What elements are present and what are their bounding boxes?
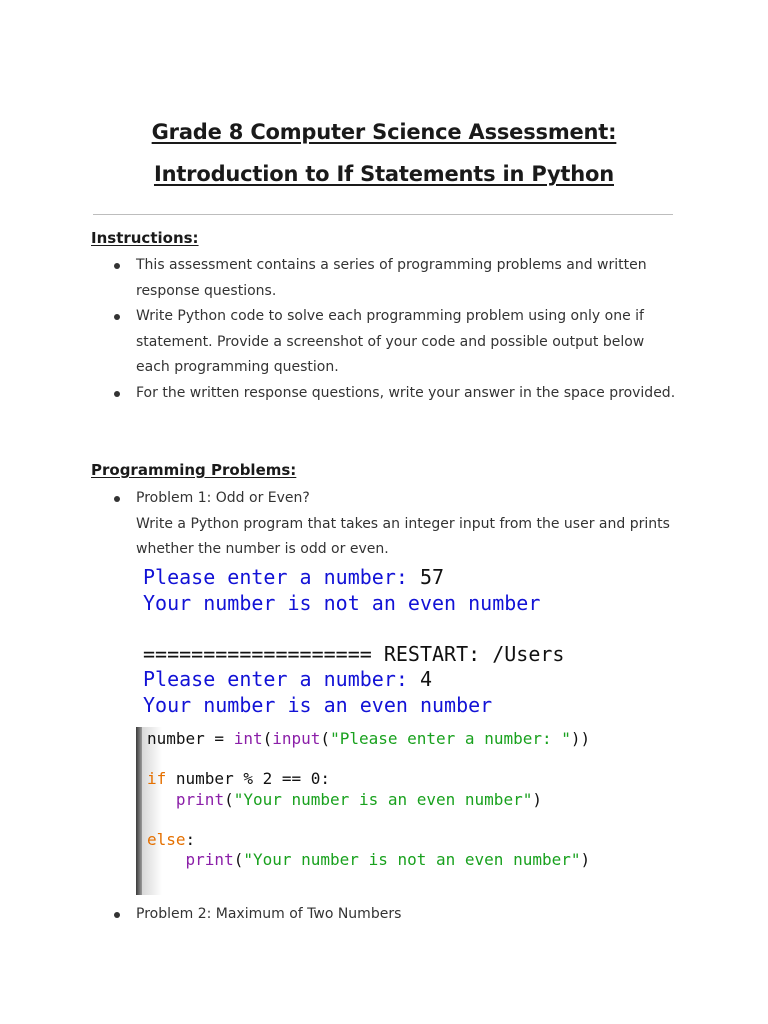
bullet-icon bbox=[114, 391, 120, 397]
horizontal-divider bbox=[93, 214, 673, 215]
code-token: ) bbox=[532, 789, 542, 809]
list-item bbox=[0, 253, 676, 304]
console-result: Your number is an even number bbox=[143, 692, 493, 717]
bullet-icon bbox=[114, 263, 120, 269]
code-token: print bbox=[185, 850, 234, 870]
problem2-list bbox=[0, 902, 768, 928]
page-title-line2: Introduction to If Statements in Python bbox=[153, 162, 614, 186]
bullet-icon bbox=[114, 496, 120, 502]
list-item bbox=[0, 381, 676, 407]
problem1-description: Write a Python program that takes an integer input from the user and prints whether the number is odd or even. bbox=[136, 515, 670, 557]
code-token: ( bbox=[224, 789, 234, 809]
code-token: )) bbox=[570, 729, 591, 748]
bullet-icon bbox=[114, 314, 120, 320]
instruction-text: This assessment contains a series of programming problems and written response questions. bbox=[136, 257, 647, 299]
list-item bbox=[0, 304, 676, 381]
console-input: 4 bbox=[419, 667, 432, 692]
instructions-list bbox=[0, 253, 768, 406]
code-token: if bbox=[147, 769, 167, 789]
code-screenshot bbox=[136, 727, 646, 895]
programming-problems-heading: Programming Problems: bbox=[91, 461, 297, 479]
instruction-text: Write Python code to solve each programming problem using only one if statement. Provide a screenshot of your code and possible output below each programming question. bbox=[136, 308, 645, 375]
page-title-line1: Grade 8 Computer Science Assessment: bbox=[151, 120, 617, 144]
console-restart-line: =================== RESTART: /Users bbox=[143, 641, 565, 666]
code-token: int bbox=[233, 729, 263, 748]
code-token: "Please enter a number: " bbox=[330, 729, 571, 748]
code-indent bbox=[147, 790, 176, 809]
code-token: print bbox=[175, 789, 225, 809]
code-token: number % 2 == 0: bbox=[166, 769, 331, 789]
code-indent bbox=[147, 850, 186, 869]
code-token: ( bbox=[320, 729, 331, 748]
code-token: "Your number is an even number" bbox=[233, 789, 533, 809]
code-token: number = bbox=[147, 729, 234, 748]
code-token: else bbox=[147, 830, 186, 850]
problem2-title: Problem 2: Maximum of Two Numbers bbox=[136, 906, 402, 922]
code-token: ) bbox=[580, 850, 591, 870]
code-block bbox=[147, 729, 590, 870]
instruction-text: For the written response questions, write your answer in the space provided. bbox=[136, 384, 676, 401]
problem1-title: Problem 1: Odd or Even? bbox=[136, 490, 310, 506]
console-input: 57 bbox=[419, 565, 445, 589]
code-token: ( bbox=[233, 850, 244, 870]
console-prompt: Please enter a number: bbox=[143, 667, 420, 692]
code-token: : bbox=[185, 830, 196, 850]
list-item bbox=[0, 902, 676, 928]
instructions-heading: Instructions: bbox=[91, 229, 199, 247]
code-token: input bbox=[272, 729, 321, 748]
console-result: Your number is not an even number bbox=[143, 590, 541, 615]
console-output-screenshot bbox=[143, 565, 564, 719]
problem1-list bbox=[0, 486, 768, 563]
list-item bbox=[0, 486, 676, 563]
console-prompt: Please enter a number: bbox=[143, 565, 420, 589]
bullet-icon bbox=[114, 912, 120, 918]
code-token: ( bbox=[262, 729, 273, 748]
code-token: "Your number is not an even number" bbox=[243, 850, 581, 870]
